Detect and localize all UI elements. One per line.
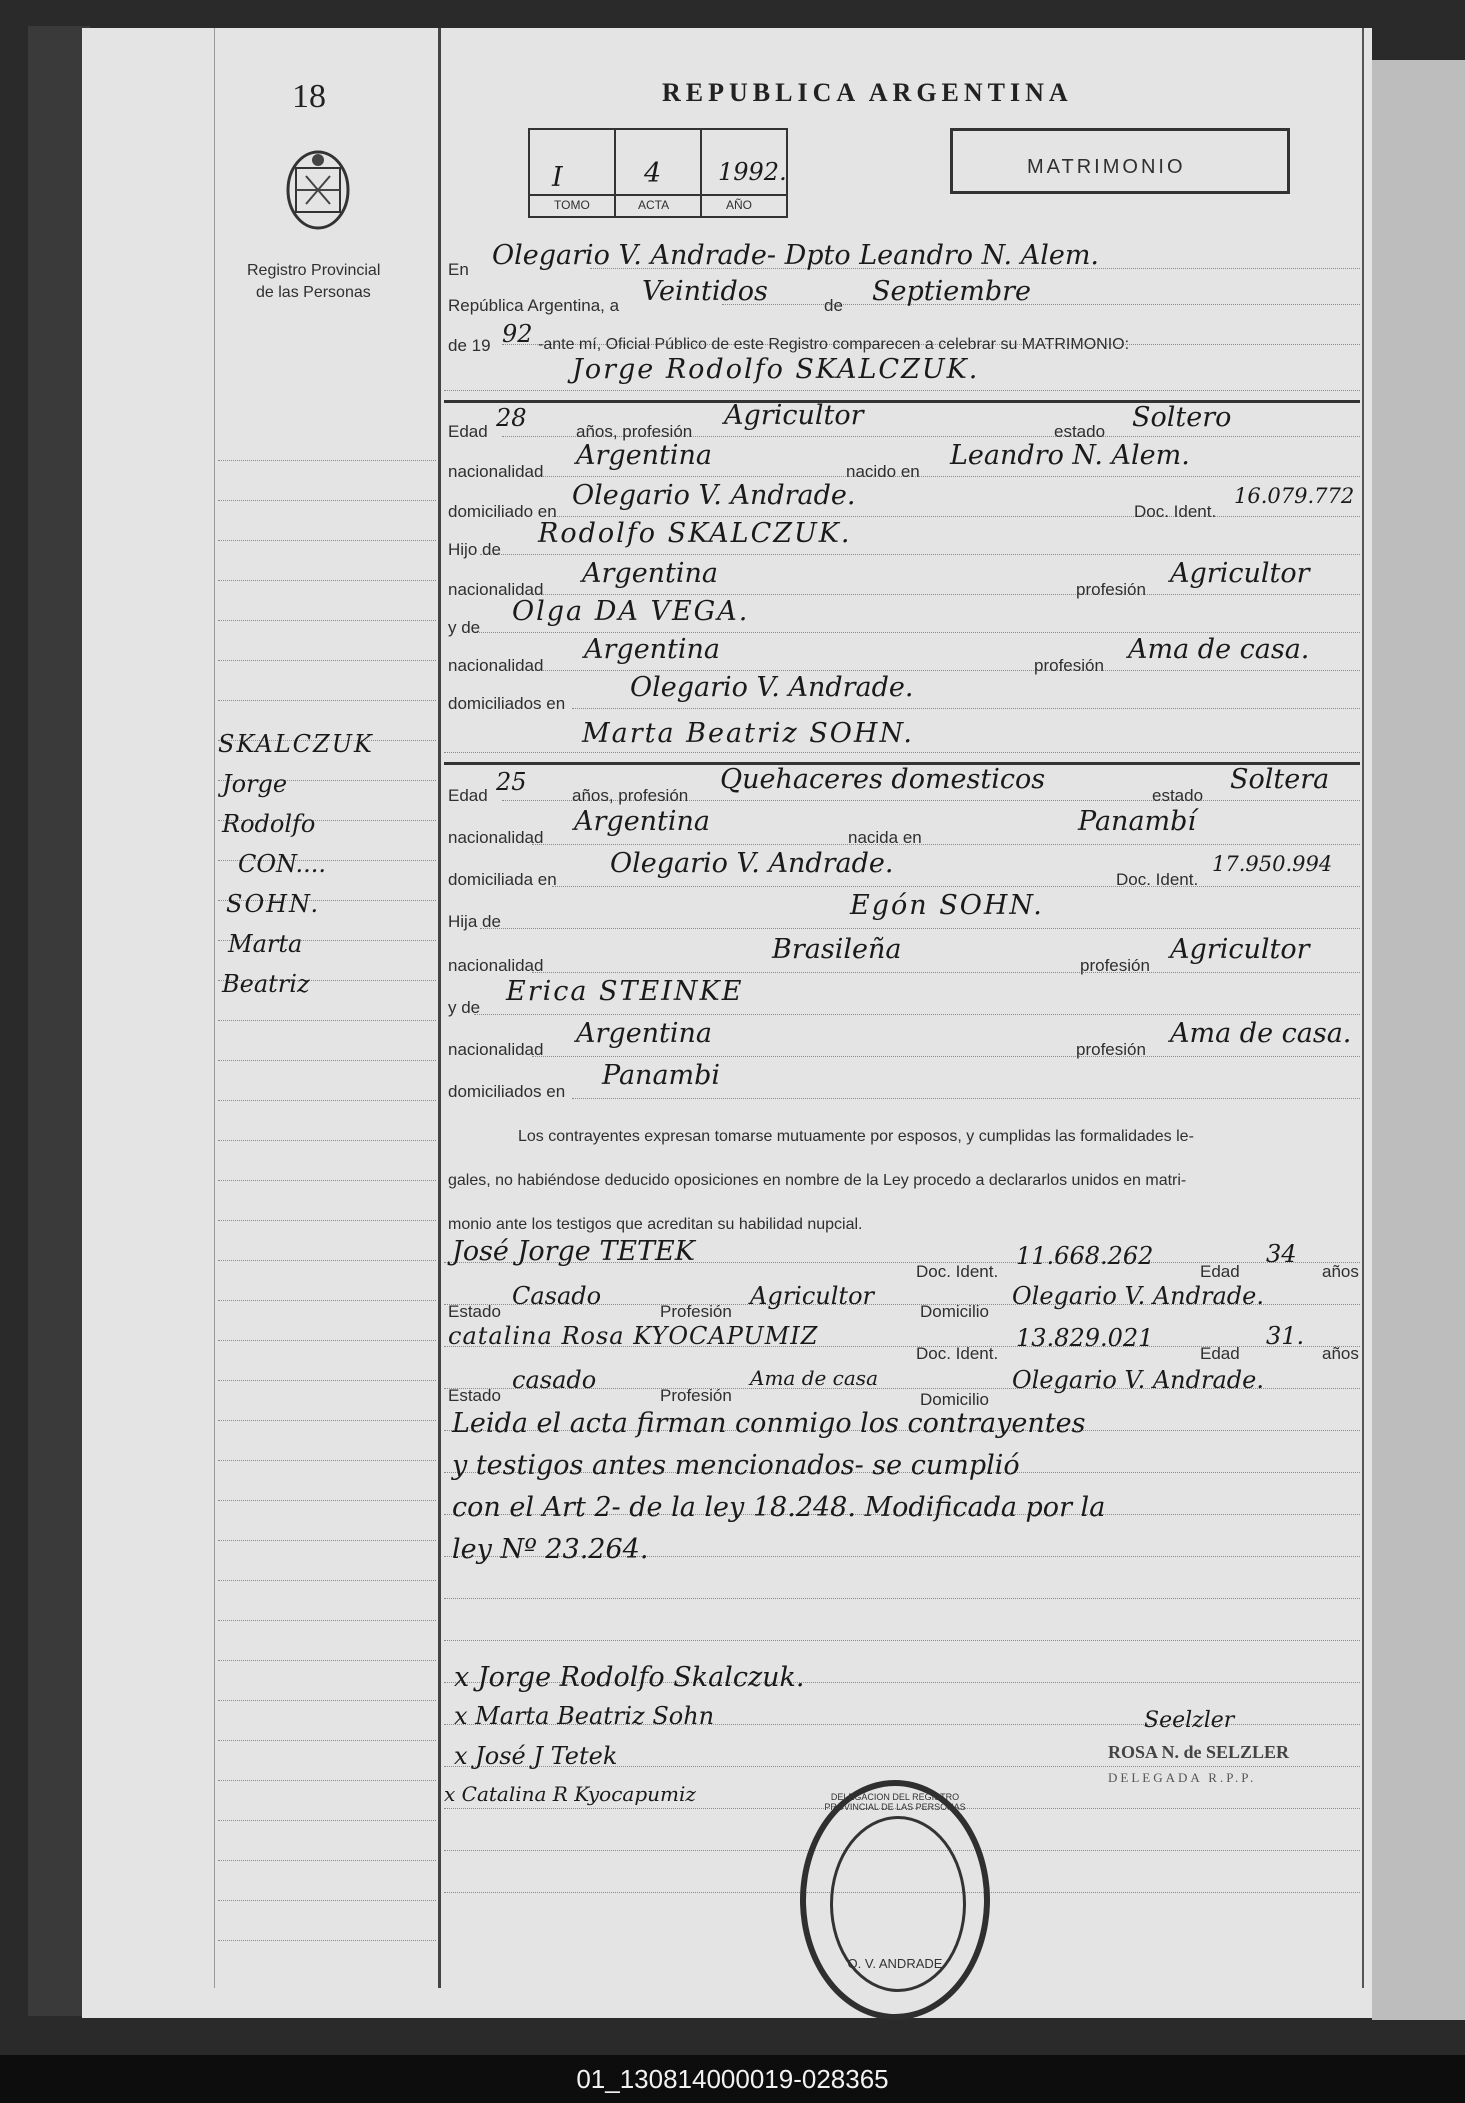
groom-nationality: Argentina [576,440,713,471]
note-line-1: Leida el acta firman conmigo los contrayentes [452,1408,1086,1439]
witness2-anos-label: años [1322,1344,1359,1363]
provincial-emblem-icon [282,146,354,234]
page-number: 18 [292,78,326,115]
witness1-doc-label: Doc. Ident. [916,1262,999,1281]
witness2-edad-label: Edad [1200,1344,1240,1363]
bride-birthplace: Panambí [1078,806,1197,837]
groom-father-nationality: Argentina [582,558,719,589]
groom-nat-label: nacionalidad [448,462,544,481]
facing-page-edge [1372,60,1465,2020]
groom-estado: Soltero [1132,402,1232,433]
witness2-profession: Ama de casa [750,1366,878,1390]
witness2-domicilio-label: Domicilio [920,1390,989,1409]
official-signature: Seelzler [1144,1708,1235,1733]
groom-profession: Agricultor [724,400,864,431]
witness2-name: catalina Rosa KYOCAPUMIZ [448,1322,819,1350]
bride-father-nat-label: nacionalidad [448,956,544,975]
groom-father-prof-label: profesión [1076,580,1146,599]
witness1-age: 34 [1266,1240,1297,1268]
groom-parents-dom-label: domiciliados en [448,694,566,713]
margin-con: CON.... [238,850,327,878]
image-id-caption: 01_130814000019-028365 [0,2055,1465,2103]
bride-estado-label: estado [1152,786,1204,805]
seal-ring-text: DELEGACION DEL REGISTRO PROVINCIAL DE LAS PERSONAS [824,1792,966,1812]
oficial-text: -ante mí, Oficial Público de este Registro comparecen a celebrar su MATRIMONIO: [538,336,1130,353]
groom-domicile: Olegario V. Andrade. [572,480,856,511]
bride-domicile: Olegario V. Andrade. [610,848,894,879]
place: Olegario V. Andrade- Dpto Leandro N. Alem. [492,240,1099,271]
bride-father-profession: Agricultor [1170,934,1310,965]
witness1-name: José Jorge TETEK [452,1236,695,1267]
bride-mother: Erica STEINKE [506,976,744,1007]
en-label: En [448,260,469,279]
witness2-doc-label: Doc. Ident. [916,1344,999,1363]
witness1-profession: Agricultor [750,1282,874,1310]
signature-witness2: x Catalina R Kyocapumiz [444,1782,696,1806]
bride-estado: Soltera [1230,764,1330,795]
margin-bride-name-2: Beatriz [222,970,310,998]
groom-birthplace: Leandro N. Alem. [950,440,1190,471]
bride-hija-label: Hija de [448,912,501,931]
groom-edad-label: Edad [448,422,488,441]
registry-seal [800,1780,990,2020]
official-stamp-title: DELEGADA R.P.P. [1108,1770,1257,1785]
bride-parents-domicile: Panambi [602,1060,721,1091]
groom-parents-domicile: Olegario V. Andrade. [630,672,914,703]
month: Septiembre [872,276,1031,307]
signature-witness1: x José J Tetek [454,1742,618,1770]
bride-mother-prof-label: profesión [1076,1040,1146,1059]
note-line-2: y testigos antes mencionados- se cumplió [452,1450,1020,1481]
left-column-rule [214,28,215,1988]
witness1-estado-label: Estado [448,1302,501,1321]
groom-mother: Olga DA VEGA. [512,596,750,627]
day: Veintidos [642,276,768,307]
bride-mother-nationality: Argentina [576,1018,713,1049]
witness1-domicilio-label: Domicilio [920,1302,989,1321]
declaration-line-3: monio ante los testigos que acreditan su habilidad nupcial. [448,1216,863,1233]
margin-name-2: Rodolfo [222,810,316,838]
witness2-doc: 13.829.021 [1016,1324,1154,1352]
margin-divider [438,28,441,1988]
bride-profession: Quehaceres domesticos [720,764,1046,795]
country-heading: REPUBLICA ARGENTINA [662,78,1073,107]
bride-age: 25 [496,768,527,796]
bride-father: Egón SOHN. [850,890,1044,921]
acta-label: ACTA [638,198,670,212]
groom-nacido-label: nacido en [846,462,920,481]
witness1-anos-label: años [1322,1262,1359,1281]
bride-nacida-label: nacida en [848,828,922,847]
bride-nat-label: nacionalidad [448,828,544,847]
book-spine [28,26,90,2016]
groom-estado-label: estado [1054,422,1106,441]
registry-label-2: de las Personas [256,284,371,301]
bride-nationality: Argentina [574,806,711,837]
groom-father-nat-label: nacionalidad [448,580,544,599]
year-suffix: 92 [502,320,533,348]
seal-center-text: O. V. ANDRADE [847,1956,943,1971]
record-type: MATRIMONIO [1027,156,1186,178]
bride-anos-label: años, profesión [572,786,689,805]
bride-doc: 17.950.994 [1212,852,1333,876]
margin-name-1: Jorge [222,770,288,798]
signature-groom: x Jorge Rodolfo Skalczuk. [454,1662,805,1693]
registry-label-1: Registro Provincial [247,262,381,279]
witness2-estado: casado [512,1366,597,1394]
groom-anos-label: años, profesión [576,422,693,441]
groom-mother-profession: Ama de casa. [1128,634,1310,665]
margin-bride-name-1: Marta [228,930,303,958]
groom-mother-prof-label: profesión [1034,656,1104,675]
bride-yde-label: y de [448,998,481,1017]
bride-father-nationality: Brasileña [772,934,902,965]
bride-mother-nat-label: nacionalidad [448,1040,544,1059]
note-line-3: con el Art 2- de la ley 18.248. Modificada por la [452,1492,1106,1523]
witness2-age: 31. [1266,1322,1305,1350]
tomo-value: I [552,162,563,193]
de19-label: de 19 [448,336,491,355]
witness2-estado-label: Estado [448,1386,501,1405]
margin-bride-surname: SOHN. [226,890,321,918]
bride-father-prof-label: profesión [1080,956,1150,975]
margin-surname: SKALCZUK [218,730,374,758]
bride-parents-dom-label: domiciliados en [448,1082,566,1101]
republica-label: República Argentina, a [448,296,620,315]
groom-father-profession: Agricultor [1170,558,1310,589]
groom-doc-label: Doc. Ident. [1134,502,1217,521]
groom-mother-nat-label: nacionalidad [448,656,544,675]
bride-name: Marta Beatriz SOHN. [582,718,914,749]
groom-hijo-label: Hijo de [448,540,501,559]
official-stamp-name: ROSA N. de SELZLER [1108,1742,1290,1762]
register-page [82,28,1372,2018]
groom-father: Rodolfo SKALCZUK. [538,518,852,549]
anio-label: AÑO [726,198,753,212]
note-line-4: ley Nº 23.264. [452,1534,649,1565]
groom-age: 28 [496,404,527,432]
witness1-domicile: Olegario V. Andrade. [1012,1282,1264,1310]
witness2-domicile: Olegario V. Andrade. [1012,1366,1264,1394]
declaration-line-1: Los contrayentes expresan tomarse mutuamente por esposos, y cumplidas las formalidades le- [518,1128,1194,1145]
witness1-edad-label: Edad [1200,1262,1240,1281]
witness1-doc: 11.668.262 [1016,1242,1154,1270]
signature-bride: x Marta Beatriz Sohn [454,1702,715,1730]
bride-dom-label: domiciliada en [448,870,557,889]
witness1-profesion-label: Profesión [660,1302,732,1321]
groom-mother-nationality: Argentina [584,634,721,665]
de-label: de [824,296,843,315]
tomo-label: TOMO [554,198,590,212]
groom-name: Jorge Rodolfo SKALCZUK. [572,354,980,385]
groom-doc: 16.079.772 [1234,484,1355,508]
right-border [1362,28,1364,1988]
groom-dom-label: domiciliado en [448,502,557,521]
bride-mother-profession: Ama de casa. [1170,1018,1352,1049]
witness2-profesion-label: Profesión [660,1386,732,1405]
groom-yde-label: y de [448,618,481,637]
bride-edad-label: Edad [448,786,488,805]
acta-value: 4 [644,158,662,189]
anio-value: 1992. [718,158,787,186]
witness1-estado: Casado [512,1282,602,1310]
declaration-line-2: gales, no habiéndose deducido oposiciones en nombre de la Ley procedo a declararlos unidos en matri- [448,1172,1187,1189]
bride-doc-label: Doc. Ident. [1116,870,1199,889]
